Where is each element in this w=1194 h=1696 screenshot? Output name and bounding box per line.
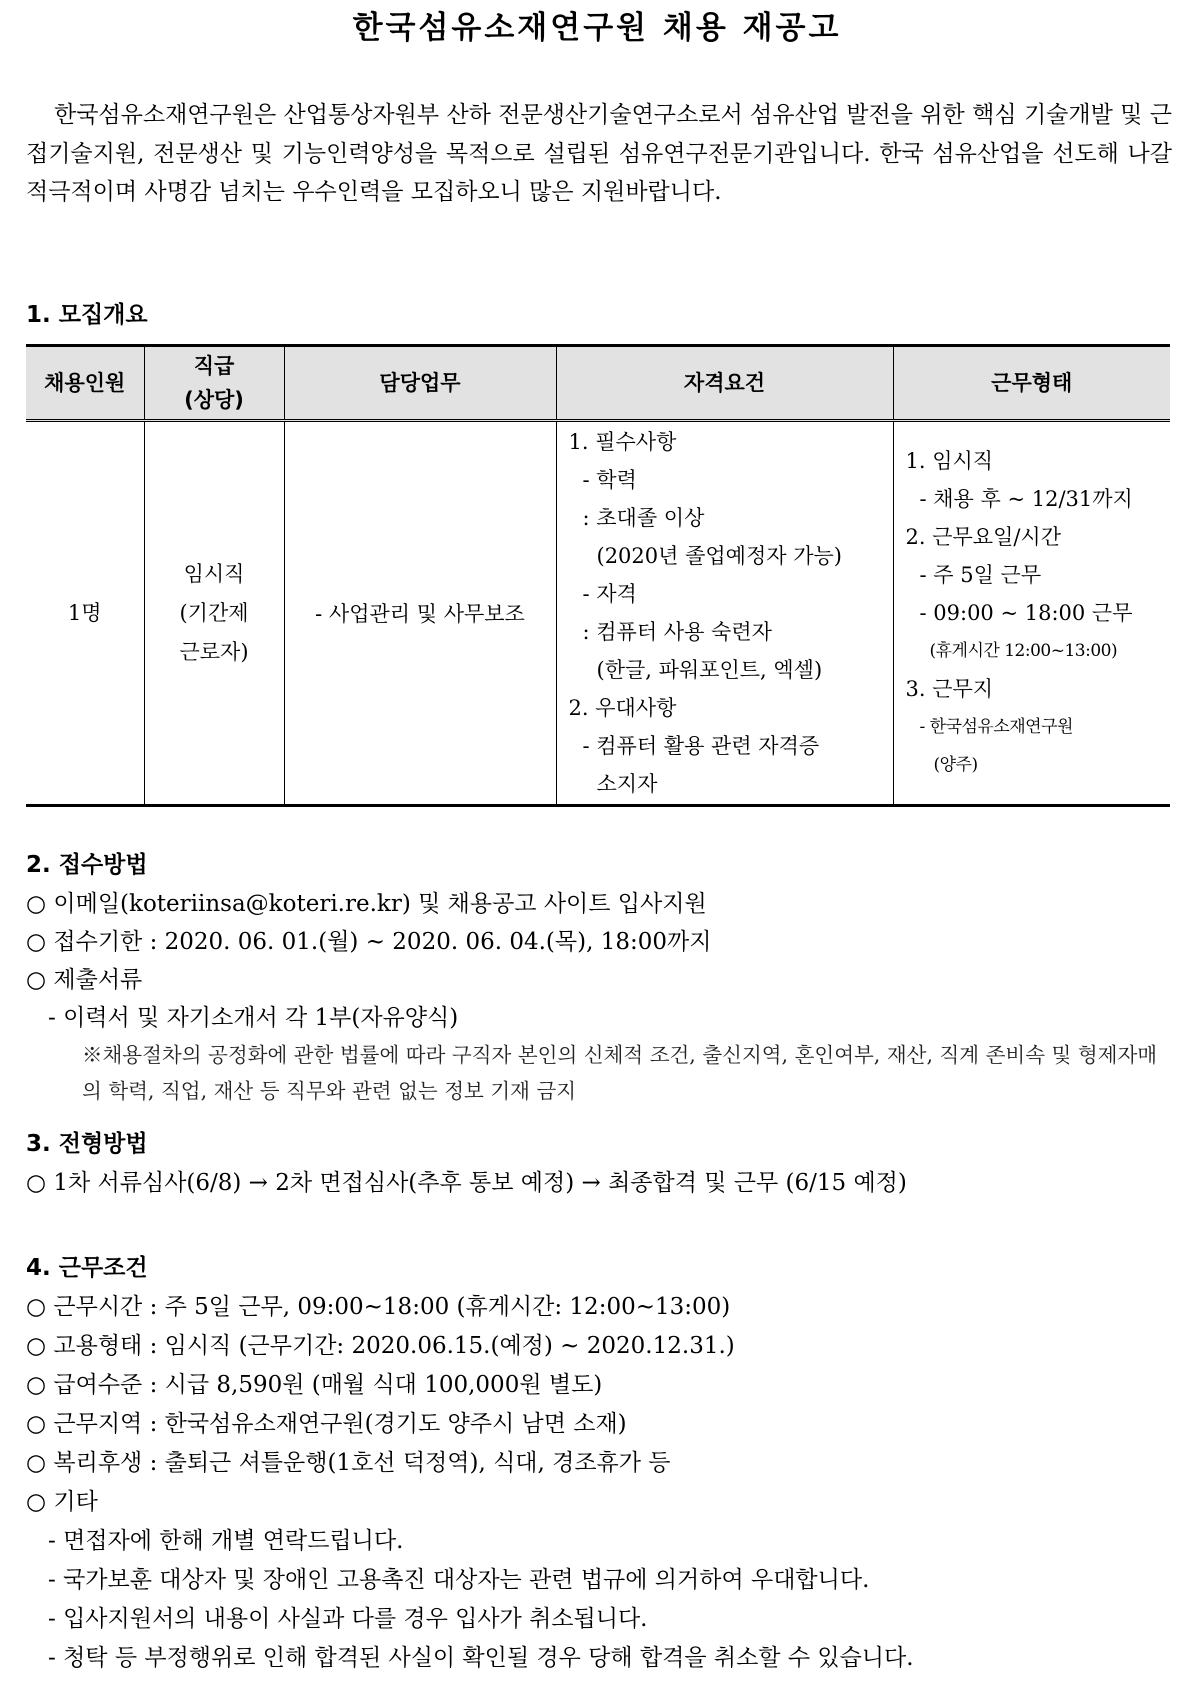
header-grade-line2: (상당) bbox=[184, 388, 244, 412]
cell-work-type bbox=[893, 421, 1170, 806]
recruitment-table bbox=[26, 344, 1170, 807]
cell-count: 1명 bbox=[26, 421, 144, 806]
work-line: - 09:00 ~ 18:00 근무 bbox=[919, 601, 1133, 625]
work-line: (양주) bbox=[933, 755, 978, 775]
section-heading-application: 2. 접수방법 bbox=[26, 852, 148, 878]
condition-item: ○ 급여수준 : 시급 8,590원 (매월 식대 100,000원 별도) bbox=[26, 1372, 603, 1398]
qual-line: 1. 필수사항 bbox=[568, 430, 677, 454]
qual-line: : 초대졸 이상 bbox=[582, 506, 705, 530]
cell-grade-line2: (기간제 bbox=[179, 600, 249, 625]
work-line: 2. 근무요일/시간 bbox=[905, 525, 1062, 549]
header-work-type: 근무형태 bbox=[893, 346, 1170, 421]
section-heading-overview: 1. 모집개요 bbox=[26, 302, 148, 328]
page-title: 한국섬유소재연구원 채용 재공고 bbox=[352, 10, 842, 46]
condition-subitem: - 입사지원서의 내용이 사실과 다를 경우 입사가 취소됩니다. bbox=[48, 1606, 648, 1632]
qual-line: 2. 우대사항 bbox=[568, 696, 677, 720]
cell-duty: - 사업관리 및 사무보조 bbox=[284, 421, 556, 806]
header-qualification: 자격요건 bbox=[556, 346, 893, 421]
application-note: ※채용절차의 공정화에 관한 법률에 따라 구직자 본인의 신체적 조건, 출신지역, 혼인여부, 재산, 직계 존비속 및 형제자매의 학력, 직업, 재산 등 직무와 관련 없는 정보 기재 금지 bbox=[82, 1043, 1158, 1103]
qual-line: 소지자 bbox=[596, 772, 658, 796]
qual-line: (2020년 졸업예정자 가능) bbox=[596, 544, 842, 568]
work-line: - 채용 후 ~ 12/31까지 bbox=[919, 487, 1133, 511]
cell-grade-line1: 임시직 bbox=[183, 561, 245, 586]
table-header-row bbox=[26, 346, 1170, 421]
cell-qualification bbox=[556, 421, 893, 806]
qual-line: : 컴퓨터 사용 숙련자 bbox=[582, 620, 772, 644]
selection-item: ○ 1차 서류심사(6/8) → 2차 면접심사(추후 통보 예정) → 최종합격 및 근무 (6/15 예정) bbox=[26, 1170, 907, 1196]
header-grade-line1: 직급 bbox=[193, 354, 235, 378]
condition-item: ○ 근무시간 : 주 5일 근무, 09:00~18:00 (휴게시간: 12:00~13:00) bbox=[26, 1294, 731, 1320]
section-heading-conditions: 4. 근무조건 bbox=[26, 1255, 148, 1281]
work-line: - 한국섬유소재연구원 bbox=[919, 717, 1073, 737]
condition-subitem: - 면접자에 한해 개별 연락드립니다. bbox=[48, 1528, 404, 1554]
qual-line: - 컴퓨터 활용 관련 자격증 bbox=[582, 734, 820, 758]
cell-grade-line3: 근로자) bbox=[179, 639, 249, 664]
application-item: ○ 제출서류 bbox=[26, 967, 143, 993]
work-line: - 주 5일 근무 bbox=[919, 563, 1042, 587]
intro-paragraph: 한국섬유소재연구원은 산업통상자원부 산하 전문생산기술연구소로서 섬유산업 발전을 위한 핵심 기술개발 및 근접기술지원, 전문생산 및 기능인력양성을 목적으로 설립된 섬유연구전문기관입니다. 한국 섬유산업을 선도해 나갈 적극적이며 사명감 넘치는 우수인력을 모집하오니 많은 지원바랍니다. bbox=[26, 102, 1172, 205]
condition-item: ○ 고용형태 : 임시직 (근무기간: 2020.06.15.(예정) ~ 2020.12.31.) bbox=[26, 1333, 735, 1359]
condition-item: ○ 복리후생 : 출퇴근 셔틀운행(1호선 덕정역), 식대, 경조휴가 등 bbox=[26, 1450, 671, 1476]
table-row bbox=[26, 421, 1170, 806]
condition-subitem: - 국가보훈 대상자 및 장애인 고용촉진 대상자는 관련 법규에 의거하여 우대합니다. bbox=[48, 1567, 870, 1593]
condition-item: ○ 근무지역 : 한국섬유소재연구원(경기도 양주시 남면 소재) bbox=[26, 1411, 627, 1437]
application-item: ○ 접수기한 : 2020. 06. 01.(월) ~ 2020. 06. 04.(목), 18:00까지 bbox=[26, 929, 712, 955]
header-count: 채용인원 bbox=[26, 346, 144, 421]
application-item: - 이력서 및 자기소개서 각 1부(자유양식) bbox=[48, 1005, 459, 1031]
condition-item: ○ 기타 bbox=[26, 1489, 98, 1515]
qual-line: - 학력 bbox=[582, 468, 637, 492]
work-line: 1. 임시직 bbox=[905, 449, 994, 473]
work-line: (휴게시간 12:00~13:00) bbox=[929, 641, 1118, 661]
header-duty: 담당업무 bbox=[284, 346, 556, 421]
work-line: 3. 근무지 bbox=[905, 677, 994, 701]
qual-line: - 자격 bbox=[582, 582, 637, 606]
header-grade bbox=[144, 346, 284, 421]
condition-subitem: - 청탁 등 부정행위로 인해 합격된 사실이 확인될 경우 당해 합격을 취소할 수 있습니다. bbox=[48, 1645, 914, 1671]
qual-line: (한글, 파워포인트, 엑셀) bbox=[596, 658, 823, 682]
cell-grade bbox=[144, 421, 284, 806]
application-item: ○ 이메일(koteriinsa@koteri.re.kr) 및 채용공고 사이트 입사지원 bbox=[26, 891, 707, 917]
section-heading-selection: 3. 전형방법 bbox=[26, 1131, 148, 1157]
